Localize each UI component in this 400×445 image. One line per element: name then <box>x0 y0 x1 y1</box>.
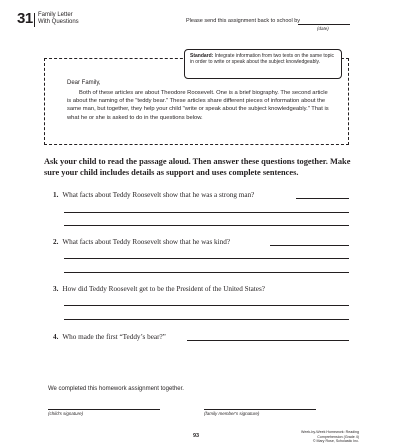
page-number: 31 <box>17 10 33 27</box>
question-4 <box>53 333 166 341</box>
date-blank-line[interactable] <box>298 24 350 25</box>
answer-line[interactable] <box>64 319 349 320</box>
answer-line[interactable] <box>64 225 349 226</box>
question-number: 2. <box>53 238 59 246</box>
question-1 <box>53 191 254 199</box>
question-text: What facts about Teddy Roosevelt show that he was kind? <box>62 238 231 246</box>
header-label <box>38 12 79 26</box>
date-caption: (date) <box>317 26 329 31</box>
question-text: How did Teddy Roosevelt get to be the President of the United States? <box>62 285 265 293</box>
question-number: 1. <box>53 191 59 199</box>
letter-greeting: Dear Family, <box>67 80 101 86</box>
question-text: What facts about Teddy Roosevelt show that he was a strong man? <box>62 191 255 199</box>
header-divider <box>34 13 35 27</box>
send-back-instruction: Please send this assignment back to school by <box>186 18 301 24</box>
credit-line-2: © Mary Rose, Scholastic Inc. <box>312 439 359 444</box>
question-number: 3. <box>53 285 59 293</box>
question-text: Who made the first “Teddy’s bear?” <box>62 333 166 341</box>
question-3 <box>53 285 265 293</box>
answer-line[interactable] <box>270 245 349 246</box>
standard-label: Standard: <box>190 53 214 59</box>
question-2 <box>53 238 230 246</box>
answer-line[interactable] <box>64 305 349 306</box>
answer-line[interactable] <box>64 272 349 273</box>
answer-line[interactable] <box>64 212 349 213</box>
credit-line-1: Week-by-Week Homework: Reading Comprehension (Grade 4) <box>301 430 359 439</box>
answer-line[interactable] <box>187 340 349 341</box>
letter-body: Both of these articles are about Theodore Roosevelt. One is a brief biography. The second article is about the naming of the "teddy bear." These articles share different pieces of information about the same man, but together, they help your child "write or speak about the subject knowledgeably." That is what he or she is asked to do in the questions below. <box>67 90 329 121</box>
answer-line[interactable] <box>64 258 349 259</box>
footer-page-number: 93 <box>193 433 200 439</box>
instructions: Ask your child to read the passage aloud. Then answer these questions together. Make sure your child includes details as support and uses complete sentences. <box>44 157 351 177</box>
answer-line[interactable] <box>296 198 349 199</box>
standard-text: Integrate information from two texts on the same topic in order to write or speak about the subject knowledgeably. <box>190 53 334 65</box>
standard-box <box>184 49 342 79</box>
header-label-line1: Family Letter <box>38 12 73 18</box>
completion-statement: We completed this homework assignment together. <box>48 386 184 392</box>
family-signature-caption: (family member's signature) <box>204 411 260 416</box>
header-label-line2: With Questions <box>38 19 79 25</box>
copyright-credit <box>291 430 359 444</box>
child-signature-caption: (child's signature) <box>48 411 84 416</box>
question-number: 4. <box>53 333 59 341</box>
family-signature-line[interactable] <box>204 409 316 410</box>
child-signature-line[interactable] <box>48 409 160 410</box>
